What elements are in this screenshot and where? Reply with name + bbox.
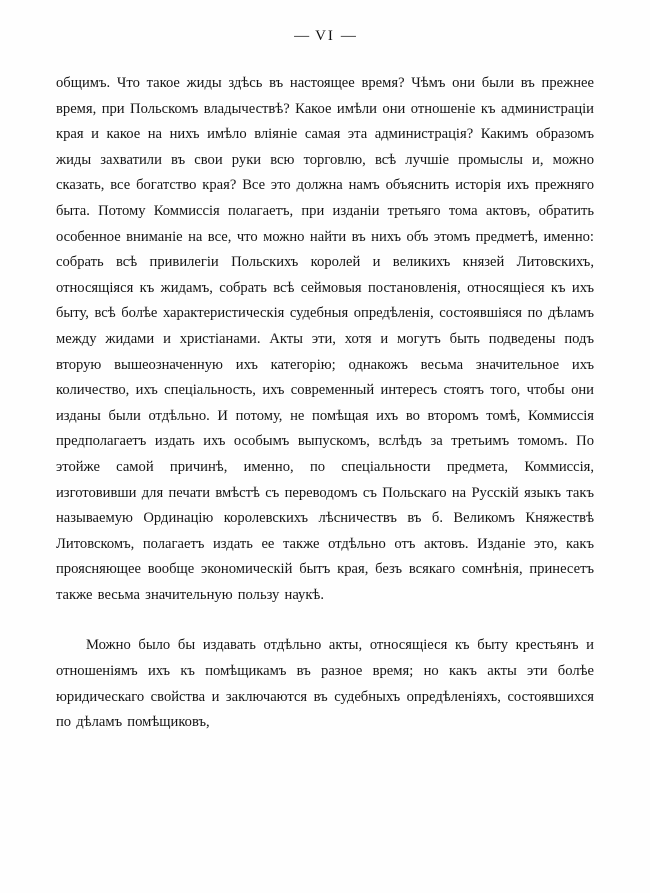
page-body: [56, 71, 594, 736]
folio-dash-right: —: [340, 28, 356, 44]
paragraph-1: общимъ. Что такое жиды здѣсь въ настоящее время? Чѣмъ они были въ прежнее время, при Польскомъ владычествѣ? Какое имѣли они отношеніе къ администраціи края и какое на нихъ имѣло вліяніе самая эта администрація? Какимъ образомъ жиды захватили въ свои руки всю торговлю, всѣ лучшіе промыслы и, можно сказать, все богатство края? Все это должна намъ объяснить исторія ихъ прежняго быта. Потому Коммиссія полагаетъ, при изданіи третьяго тома актовъ, обратить особенное вниманіе на все, что можно найти въ нихъ объ этомъ предметѣ, именно: собрать всѣ привилегіи Польскихъ королей и великихъ князей Литовскихъ, относящіяся къ жидамъ, собрать всѣ сеймовыя постановленія, относящіеся къ ихъ быту, всѣ болѣе характеристическія судебныя опредѣленія, состоявшіяся по дѣламъ между жидами и христіанами. Акты эти, хотя и могутъ быть подведены подъ вторую вышеозначенную ихъ категорію; однакожъ весьма значительное ихъ количество, ихъ спеціальность, ихъ современный интересъ стоятъ того, чтобы они изданы были отдѣльно. И потому, не помѣщая ихъ во второмъ томѣ, Коммиссія предполагаетъ издать ихъ особымъ выпускомъ, вслѣдъ за третьимъ томомъ. По этойже самой причинѣ, именно, по спеціальности предмета, Коммиссія, изготовивши для печати вмѣстѣ съ переводомъ съ Польскаго на Русскій языкъ такъ называемую Ординацію королевскихъ лѣсничествъ въ б. Великомъ Княжествѣ Литовскомъ, полагаетъ издать ее также отдѣльно отъ актовъ. Изданіе это, какъ проясняющее вообще экономическій бытъ края, безъ всякаго сомнѣнія, принесетъ также весьма значительную пользу наукѣ.: [56, 75, 594, 603]
page-folio-header: [56, 28, 594, 45]
paragraph-2: Можно было бы издавать отдѣльно акты, относящіеся къ быту крестьянъ и отношеніямъ ихъ къ помѣщикамъ въ разное время; но какъ акты эти болѣе юридическаго свойства и заключаются въ судебныхъ опредѣленіяхъ, состоявшихся по дѣламъ помѣщиковъ,: [56, 637, 594, 731]
folio-dash-left: —: [294, 28, 310, 44]
folio-number: VI: [315, 28, 335, 44]
